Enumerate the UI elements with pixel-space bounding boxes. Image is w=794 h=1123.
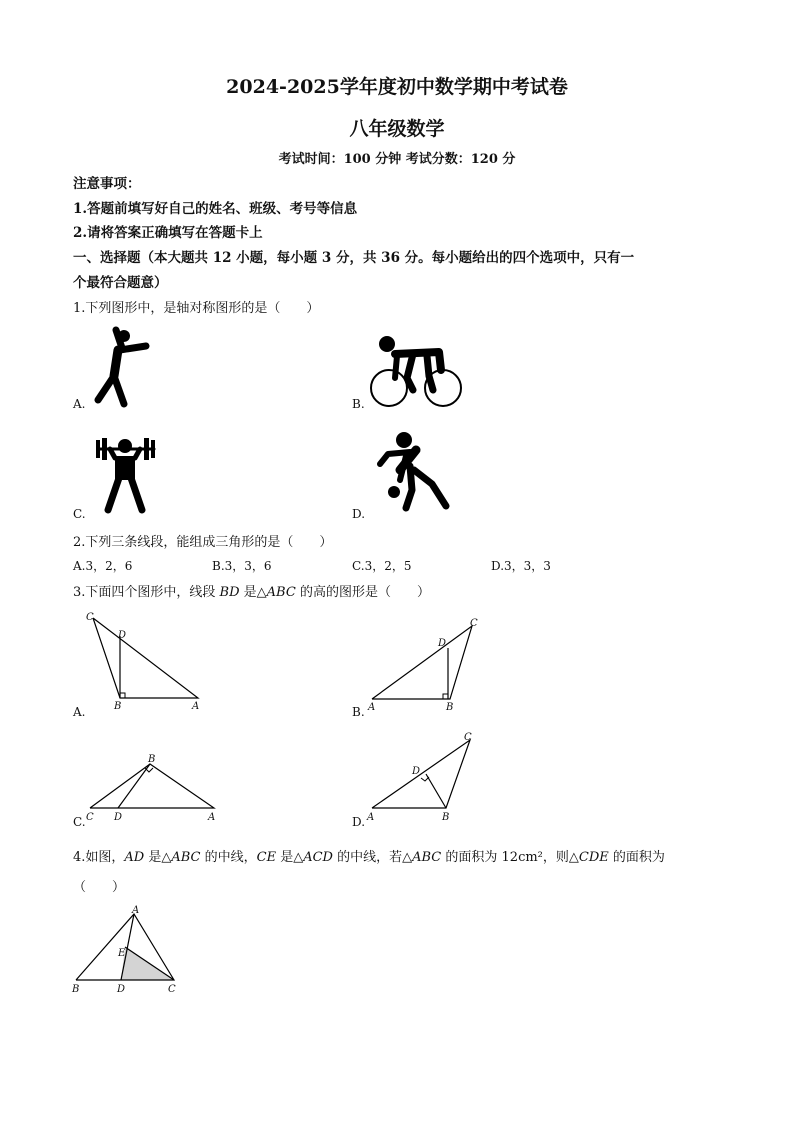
q3-option-b: B. — [352, 705, 365, 719]
q4-text: 4.如图， — [73, 850, 125, 865]
pictogram-basketball-player — [370, 430, 456, 514]
section-heading-line1: 一、选择题（本大题共 12 小题，每小题 3 分，共 36 分。每小题给出的四个选项中，只有一 — [73, 250, 635, 266]
vertex-label: A — [132, 905, 140, 916]
vertex-label: A — [367, 812, 375, 823]
triangle-lines — [372, 626, 472, 699]
vertex-label: D — [114, 812, 123, 823]
exam-title: 2024-2025学年度初中数学期中考试卷 — [226, 76, 568, 98]
vertex-label: A — [192, 701, 200, 712]
note-item-2: 2.请将答案正确填写在答题卡上 — [73, 225, 263, 241]
q4-var: ACD — [303, 850, 333, 865]
pictogram-dancer — [84, 326, 154, 410]
q4-answer-blank: （ ） — [73, 880, 126, 895]
notes-heading: 注意事项： — [73, 176, 141, 192]
vertex-label: A — [368, 702, 376, 713]
q4-var: ABC — [412, 850, 442, 865]
q3-stem-part3: 的高的图形是（ ） — [295, 585, 430, 600]
q3-figure-b — [362, 614, 492, 716]
vertex-label: B — [72, 984, 80, 995]
dancer-figure — [98, 330, 146, 404]
weightlifter-figure — [96, 438, 155, 510]
q3-stem-part1: 3.下面四个图形中，线段 — [73, 585, 220, 600]
basketball-player-figure — [380, 432, 446, 508]
q3-option-d: D. — [352, 815, 366, 829]
vertex-label: C — [464, 732, 472, 743]
q4-text: 是△ — [144, 850, 172, 865]
vertex-label: B — [148, 754, 156, 765]
q4-var: CDE — [578, 850, 609, 865]
q3-figure-d — [362, 728, 486, 826]
exam-info: 考试时间：100 分钟 考试分数：120 分 — [278, 152, 516, 167]
vertex-label: D — [412, 766, 421, 777]
vertex-label: D — [118, 630, 127, 641]
cyclist-figure — [371, 336, 461, 406]
exam-subtitle: 八年级数学 — [349, 118, 445, 140]
vertex-label: D — [117, 984, 126, 995]
vertex-label: D — [438, 638, 447, 649]
q2-stem: 2.下列三条线段，能组成三角形的是（ ） — [73, 535, 333, 550]
q3-stem-var-abc: ABC — [266, 585, 296, 600]
q3-figure-c — [82, 750, 222, 826]
q4-text: 的中线， — [200, 850, 257, 865]
triangle-lines — [90, 764, 214, 808]
q4-text: 是△ — [276, 850, 304, 865]
section-heading-line2: 个最符合题意） — [73, 275, 168, 291]
pictogram-weightlifter — [88, 432, 164, 516]
q1-option-b: B. — [352, 397, 365, 411]
q4-figure — [68, 904, 186, 996]
triangle-lines — [93, 618, 198, 698]
q1-option-d: D. — [352, 507, 366, 521]
vertex-label: C — [86, 812, 94, 823]
triangle-lines — [372, 740, 470, 808]
vertex-label: A — [208, 812, 216, 823]
q4-var: AD — [124, 850, 145, 865]
q2-option-c: C.3，2，5 — [352, 559, 412, 573]
q3-option-c: C. — [73, 815, 86, 829]
vertex-label: C — [86, 612, 94, 623]
q2-option-d: D.3，3，3 — [491, 559, 551, 573]
q1-option-c: C. — [73, 507, 86, 521]
q1-stem: 1.下列图形中，是轴对称图形的是（ ） — [73, 301, 320, 316]
q4-text: 的面积为 — [608, 850, 665, 865]
q2-option-a: A.3，2，6 — [73, 559, 133, 573]
vertex-label: C — [168, 984, 176, 995]
q3-stem-part2: 是△ — [239, 585, 267, 600]
q1-option-a: A. — [73, 397, 86, 411]
vertex-label: C — [470, 618, 478, 629]
q4-var: ABC — [171, 850, 201, 865]
q4-text: 的中线，若△ — [332, 850, 413, 865]
q3-stem-var-bd: BD — [219, 585, 240, 600]
vertex-label: B — [114, 701, 122, 712]
q3-option-a: A. — [73, 705, 86, 719]
q3-stem — [73, 581, 430, 600]
pictogram-cyclist — [367, 334, 467, 410]
vertex-label: B — [446, 702, 454, 713]
q3-figure-a — [80, 608, 210, 712]
note-item-1: 1.答题前填写好自己的姓名、班级、考号等信息 — [73, 201, 358, 217]
vertex-label: E — [118, 948, 126, 959]
q2-option-b: B.3，3，6 — [212, 559, 272, 573]
q4-stem — [73, 846, 665, 865]
q4-var: CE — [256, 850, 277, 865]
vertex-label: B — [442, 812, 450, 823]
q4-text: 的面积为 12cm²，则△ — [441, 850, 579, 865]
